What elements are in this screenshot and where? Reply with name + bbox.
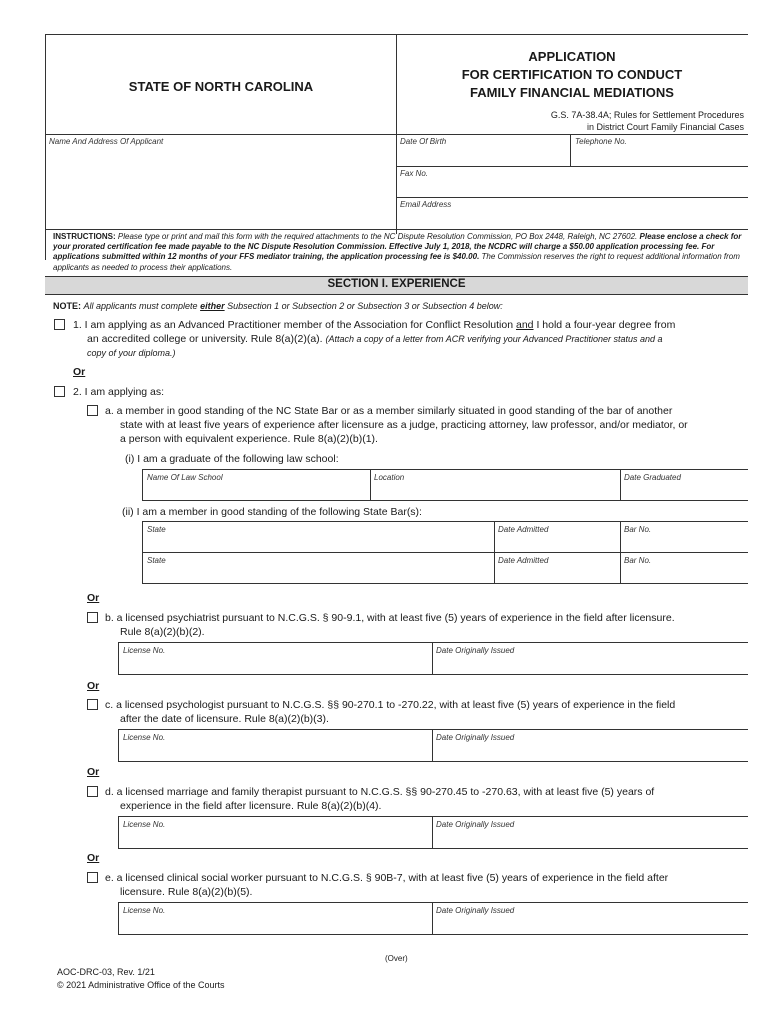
- state-label-1: State: [147, 525, 166, 534]
- item1-line2: [87, 332, 663, 346]
- item2-text: 2. I am applying as:: [73, 386, 165, 398]
- law-school-left-line: [142, 469, 143, 501]
- item-b-license-field[interactable]: [120, 656, 430, 672]
- form-title-line3: FAMILY FINANCIAL MEDIATIONS: [470, 85, 674, 100]
- item2a-line1: a. a member in good standing of the NC State Bar or as a member similarly situated in good standing of the bar of another: [105, 405, 673, 417]
- item-d-left-line: [118, 816, 119, 849]
- item1-line3: [87, 346, 176, 360]
- item2a-line3: a person with equivalent experience. Rule 8(a)(2)(b)(1).: [120, 433, 378, 445]
- telephone-field[interactable]: [572, 147, 747, 165]
- instructions-text2: Please enclose a check for your prorated certification fee made payable to the NC Dispute Resolution Commission. Effective July 1, 2018, the NCDRC will charge a $50.00 application processing fee. For applications submitted within 12 months of your FFS mediator training, the application processing fee is $40.00.: [53, 232, 742, 262]
- item1-text-b: I hold a four-year degree from: [536, 319, 676, 331]
- item-c-line2: after the date of licensure. Rule 8(a)(2)(b)(3).: [120, 713, 329, 725]
- item-d-line2: experience in the field after licensure. Rule 8(a)(2)(b)(4).: [120, 800, 382, 812]
- state-title: STATE OF NORTH CAROLINA: [128, 79, 314, 94]
- item-d-div: [432, 816, 433, 849]
- item1-and: and: [516, 319, 534, 331]
- name-address-field[interactable]: [47, 147, 394, 229]
- item-e-date-field[interactable]: [434, 916, 746, 932]
- item2a-checkbox[interactable]: [87, 405, 98, 416]
- item-e-div: [432, 902, 433, 935]
- name-address-label: Name And Address Of Applicant: [49, 137, 164, 146]
- bar-no-label-1: Bar No.: [624, 525, 652, 534]
- copyright: © 2021 Administrative Office of the Courts: [57, 980, 225, 990]
- email-line: [396, 197, 748, 198]
- instructions: [53, 232, 743, 273]
- dob-label: Date Of Birth: [400, 137, 447, 146]
- date-admitted-field-1[interactable]: [496, 535, 618, 551]
- item1-text-a: 1. I am applying as an Advanced Practitioner member of the Association for Conflict Resolution: [73, 319, 514, 331]
- item-e-license-field[interactable]: [120, 916, 430, 932]
- item1-checkbox[interactable]: [54, 319, 65, 330]
- item-e-date-label: Date Originally Issued: [436, 906, 515, 915]
- state-bar-prompt: (ii) I am a member in good standing of the following State Bar(s):: [122, 506, 422, 518]
- date-graduated-field[interactable]: [622, 483, 746, 499]
- item-d-date-field[interactable]: [434, 830, 746, 846]
- item1-text-d: copy of your diploma.): [87, 348, 176, 358]
- email-field[interactable]: [397, 209, 747, 229]
- location-label: Location: [374, 473, 405, 482]
- fax-label: Fax No.: [400, 169, 429, 178]
- item-b-line1: b. a licensed psychiatrist pursuant to N.C.G.S. § 90-9.1, with at least five (5) years of experience in the field after licensure.: [105, 612, 675, 624]
- item-d-checkbox[interactable]: [87, 786, 98, 797]
- instructions-text3: The Commission reserves the right to request additional information from applicants as needed to process their applications.: [53, 252, 740, 272]
- item-c-license-field[interactable]: [120, 743, 430, 759]
- date-admitted-label-1: Date Admitted: [498, 525, 549, 534]
- form-title-line1: APPLICATION: [528, 49, 616, 64]
- fax-line: [396, 166, 748, 167]
- bar-top-line: [142, 521, 748, 522]
- item-e-line2: licensure. Rule 8(a)(2)(b)(5).: [120, 886, 253, 898]
- item-c-bottom-line: [118, 761, 748, 762]
- state-label-2: State: [147, 556, 166, 565]
- bar-mid-line: [142, 552, 748, 553]
- item-b-date-label: Date Originally Issued: [436, 646, 515, 655]
- item-d-date-label: Date Originally Issued: [436, 820, 515, 829]
- bar-no-label-2: Bar No.: [624, 556, 652, 565]
- note-lead: NOTE:: [53, 301, 81, 311]
- item1-text-c-italic: (Attach a copy of a letter from ACR verifying your Advanced Practitioner status and a: [325, 334, 663, 344]
- over-note: (Over): [385, 954, 408, 963]
- item-b-line2: Rule 8(a)(2)(b)(2).: [120, 626, 205, 638]
- item-d-top-line: [118, 816, 748, 817]
- item-e-left-line: [118, 902, 119, 935]
- item-b-top-line: [118, 642, 748, 643]
- form-number: AOC-DRC-03, Rev. 1/21: [57, 967, 155, 977]
- bar-bottom-line: [142, 583, 748, 584]
- dob-field[interactable]: [397, 147, 569, 165]
- item-b-date-field[interactable]: [434, 656, 746, 672]
- item-c-top-line: [118, 729, 748, 730]
- law-school-top-line: [142, 469, 748, 470]
- state-field-2[interactable]: [144, 566, 492, 582]
- item-b-checkbox[interactable]: [87, 612, 98, 623]
- statute-line2: in District Court Family Financial Cases: [586, 122, 744, 132]
- note-either: either: [200, 301, 225, 311]
- state-field-1[interactable]: [144, 535, 492, 551]
- note-text-b: Subsection 1 or Subsection 2 or Subsection 3 or Subsection 4 below:: [227, 301, 503, 311]
- item-c-license-label: License No.: [123, 733, 166, 742]
- date-admitted-field-2[interactable]: [496, 566, 618, 582]
- left-border: [45, 34, 46, 260]
- telephone-label: Telephone No.: [575, 137, 627, 146]
- fax-field[interactable]: [397, 178, 747, 196]
- instructions-top-line: [45, 229, 748, 230]
- item-e-line1: e. a licensed clinical social worker pursuant to N.C.G.S. § 90B-7, with at least five (5) years of experience in the field after: [105, 872, 669, 884]
- law-school-prompt: (i) I am a graduate of the following law school:: [125, 453, 339, 465]
- law-school-div1: [370, 469, 371, 501]
- section-title: SECTION I. EXPERIENCE: [327, 278, 466, 290]
- instructions-lead: INSTRUCTIONS:: [53, 232, 116, 241]
- date-admitted-label-2: Date Admitted: [498, 556, 549, 565]
- item-e-checkbox[interactable]: [87, 872, 98, 883]
- item-b-license-label: License No.: [123, 646, 166, 655]
- item2-checkbox[interactable]: [54, 386, 65, 397]
- applicant-top-line: [45, 134, 748, 135]
- law-school-field[interactable]: [144, 483, 368, 499]
- bar-no-field-1[interactable]: [622, 535, 746, 551]
- item2a-line2: state with at least five years of experience after licensure as a judge, practicing attorney, law professor, and/or mediator, or: [120, 419, 688, 431]
- location-field[interactable]: [372, 483, 618, 499]
- or-label-c: Or: [87, 680, 100, 692]
- item1-text-c: an accredited college or university. Rule 8(a)(2)(a).: [87, 333, 323, 345]
- statute-line1: G.S. 7A-38.4A; Rules for Settlement Procedures: [550, 110, 744, 120]
- item-c-checkbox[interactable]: [87, 699, 98, 710]
- item-c-date-field[interactable]: [434, 743, 746, 759]
- item-e-license-label: License No.: [123, 906, 166, 915]
- email-label: Email Address: [400, 200, 452, 209]
- item-c-line1: c. a licensed psychologist pursuant to N.C.G.S. §§ 90-270.1 to -270.22, with at least five (5) years of experience in the field: [105, 699, 676, 711]
- note: [53, 301, 503, 311]
- item-e-top-line: [118, 902, 748, 903]
- item1-line1: [73, 318, 675, 332]
- law-school-label: Name Of Law School: [147, 473, 223, 482]
- law-school-bottom-line: [142, 500, 748, 501]
- item-d-bottom-line: [118, 848, 748, 849]
- item-c-date-label: Date Originally Issued: [436, 733, 515, 742]
- item-d-license-label: License No.: [123, 820, 166, 829]
- or-label-b: Or: [87, 592, 100, 604]
- item-c-left-line: [118, 729, 119, 762]
- item-e-bottom-line: [118, 934, 748, 935]
- note-text-a: All applicants must complete: [83, 301, 198, 311]
- law-school-div2: [620, 469, 621, 501]
- bar-no-field-2[interactable]: [622, 566, 746, 582]
- or-label-d: Or: [87, 766, 100, 778]
- item-c-div: [432, 729, 433, 762]
- form-title-line2: FOR CERTIFICATION TO CONDUCT: [461, 67, 683, 82]
- item-b-div: [432, 642, 433, 675]
- dob-phone-divider: [570, 134, 571, 166]
- item-d-license-field[interactable]: [120, 830, 430, 846]
- item-b-bottom-line: [118, 674, 748, 675]
- instructions-text1: Please type or print and mail this form with the required attachments to the NC Dispute Resolution Commission, PO Box 2448, Raleigh, NC 27602.: [117, 232, 638, 241]
- or-label-e: Or: [87, 852, 100, 864]
- date-graduated-label: Date Graduated: [624, 473, 681, 482]
- item-d-line1: d. a licensed marriage and family therapist pursuant to N.C.G.S. §§ 90-270.45 to -270.63, with at least five (5) years of: [105, 786, 655, 798]
- or-label-1: Or: [73, 366, 86, 378]
- item-b-left-line: [118, 642, 119, 675]
